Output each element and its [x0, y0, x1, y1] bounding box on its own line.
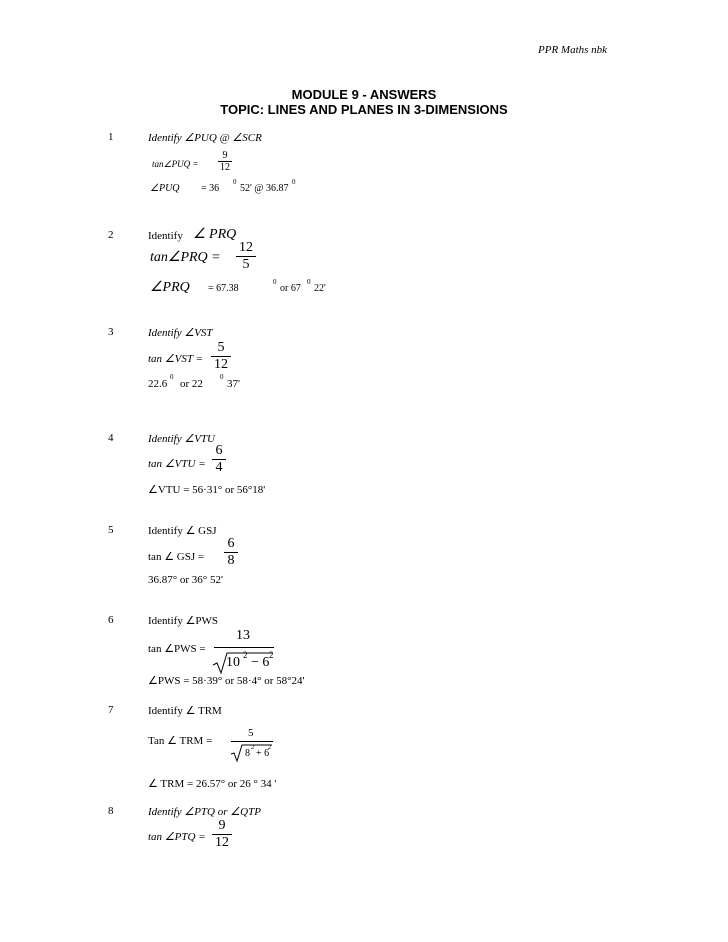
numerator: 9 [218, 818, 226, 833]
identify-angle: ∠ PRQ [193, 227, 237, 242]
degree-mark: 0 [307, 278, 311, 286]
fraction [236, 240, 256, 273]
result-value: or 67 [280, 283, 301, 294]
numerator: 6 [215, 443, 223, 458]
degree-mark: 0 [233, 178, 237, 186]
result-value: 22' [314, 283, 326, 294]
denominator: 5 [242, 257, 250, 272]
degree-mark: 0 [292, 178, 296, 186]
denominator: 4 [215, 460, 223, 475]
result-value: = 67.38 [208, 283, 239, 294]
exponent: 2 [269, 650, 274, 660]
degree-mark: 0 [170, 373, 174, 381]
denominator: 12 [220, 162, 230, 173]
radicand: + 6 [256, 748, 270, 759]
identify-line: Identify ∠PWS [148, 615, 219, 627]
result-line: ∠ TRM = 26.57° or 26 ° 34 ' [148, 778, 277, 790]
result-value: 52' @ 36.87 [240, 183, 289, 194]
result-value: 37' [227, 378, 240, 390]
identify-line: Identify ∠VST [148, 327, 213, 339]
identify-line: Identify ∠ GSJ [148, 525, 217, 537]
exponent: 2 [251, 745, 254, 751]
question-number: 5 [108, 524, 114, 536]
tan-equation: tan ∠PWS = [148, 643, 206, 655]
tan-equation: tan∠PUQ = [152, 159, 199, 169]
fraction-bar [214, 647, 274, 648]
question-number: 8 [108, 805, 114, 817]
result-line: 36.87° or 36° 52' [148, 574, 223, 586]
exponent: 2 [243, 650, 248, 660]
result-angle: ∠PUQ [150, 183, 180, 194]
identify-line: Identify ∠PTQ or ∠QTP [148, 806, 261, 818]
tan-equation: tan ∠ GSJ = [148, 551, 205, 563]
question-number: 4 [108, 432, 114, 444]
result-value: 22.6 [148, 378, 168, 390]
result-value: or 22 [180, 378, 203, 390]
radicand: 8 [245, 748, 250, 759]
denominator: 8 [227, 553, 235, 568]
numerator: 5 [217, 340, 225, 355]
radicand: 10 [226, 655, 240, 670]
identify-line: Identify ∠ TRM [148, 705, 222, 717]
fraction-bar [231, 741, 273, 742]
identify-line: Identify ∠VTU [148, 433, 215, 445]
result-value: = 36 [201, 183, 220, 194]
fraction [212, 443, 226, 476]
degree-mark: 0 [220, 373, 224, 381]
question-number: 3 [108, 326, 114, 338]
numerator: 5 [248, 727, 254, 739]
result-angle: ∠PRQ [150, 280, 190, 295]
degree-mark: 0 [273, 278, 277, 286]
identify-line: Identify ∠PUQ @ ∠SCR [148, 132, 262, 144]
module-title: MODULE 9 - ANSWERS [291, 87, 437, 102]
topic-title: TOPIC: LINES AND PLANES IN 3-DIMENSIONS [220, 102, 508, 117]
denominator: 12 [215, 835, 229, 850]
question-number: 2 [108, 229, 114, 241]
numerator: 9 [222, 150, 228, 161]
result-line: ∠VTU = 56·31° or 56°18' [148, 484, 266, 496]
identify-label: Identify [148, 230, 183, 242]
numerator: 12 [239, 240, 253, 255]
radicand: − 6 [251, 655, 270, 670]
exponent: 2 [268, 745, 271, 751]
fraction [218, 150, 232, 173]
page-header: PPR Maths nbk [538, 44, 608, 56]
tan-equation: tan ∠VTU = [148, 458, 206, 470]
numerator: 6 [227, 536, 235, 551]
fraction [224, 536, 238, 569]
question-number: 1 [108, 131, 114, 143]
numerator: 13 [236, 628, 250, 643]
result-line: ∠PWS = 58·39° or 58·4° or 58°24' [148, 675, 305, 687]
fraction [212, 818, 232, 851]
question-number: 7 [108, 704, 114, 716]
tan-equation: tan ∠PTQ = [148, 831, 206, 843]
tan-equation: Tan ∠ TRM = [148, 735, 213, 747]
question-number: 6 [108, 614, 114, 626]
tan-equation: tan∠PRQ = [150, 250, 221, 265]
denominator: 12 [214, 357, 228, 372]
fraction [211, 340, 231, 373]
tan-equation: tan ∠VST = [148, 353, 203, 365]
